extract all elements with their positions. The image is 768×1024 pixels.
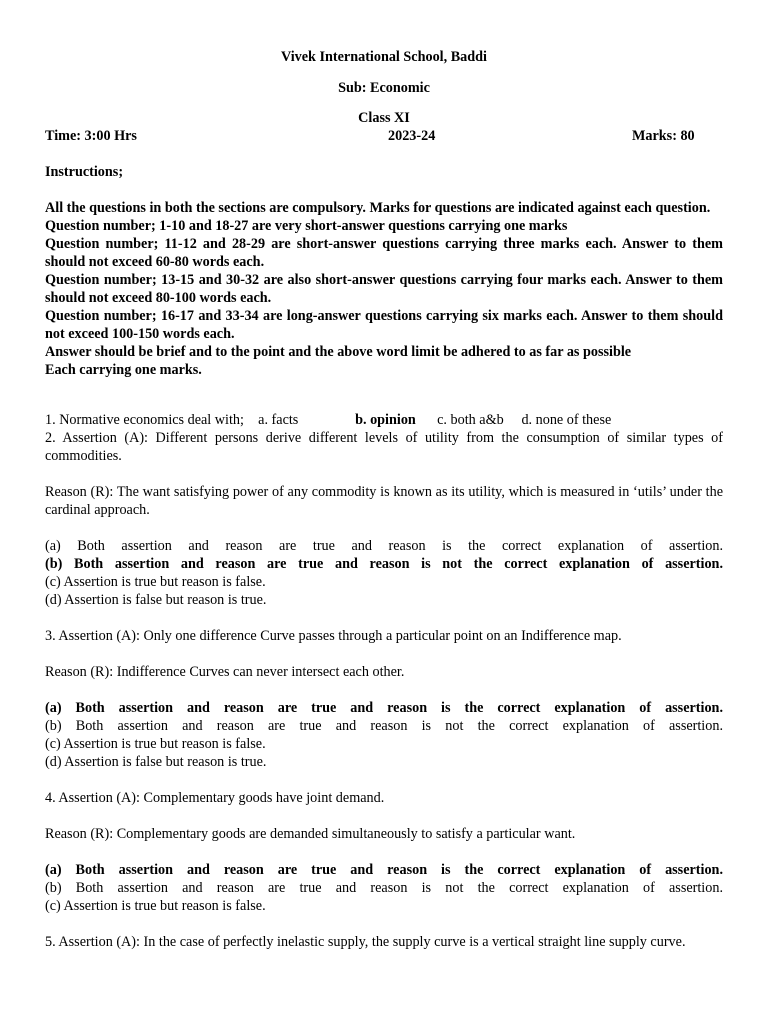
exam-paper bbox=[45, 46, 723, 951]
school-name: Vivek International School, Baddi bbox=[280, 49, 488, 65]
question-1-option-b: b. opinion bbox=[355, 412, 416, 428]
instruction-2: Question number; 1-10 and 18-27 are very short-answer questions carrying one marks bbox=[45, 218, 568, 234]
question-4-option-a: (a) Both assertion and reason are true and reason is the correct explanation of assertion. bbox=[45, 862, 723, 878]
question-4-reason: Reason (R): Complementary goods are demanded simultaneously to satisfy a particular want. bbox=[45, 826, 576, 842]
question-3-option-b: (b) Both assertion and reason are true and reason is not the correct explanation of assertion. bbox=[45, 718, 723, 734]
question-1-option-c: c. both a&b bbox=[437, 412, 504, 428]
question-4-option-c: (c) Assertion is true but reason is false. bbox=[45, 898, 266, 914]
subject: Sub: Economic bbox=[338, 80, 430, 96]
question-3-option-a: (a) Both assertion and reason are true and reason is the correct explanation of assertion. bbox=[45, 700, 723, 716]
question-3-assertion: 3. Assertion (A): Only one difference Curve passes through a particular point on an Indifference map. bbox=[45, 628, 622, 644]
question-2-option-a: (a) Both assertion and reason are true and reason is the correct explanation of assertion. bbox=[45, 538, 723, 554]
question-1-option-d: d. none of these bbox=[521, 412, 612, 428]
instruction-1: All the questions in both the sections are compulsory. Marks for questions are indicated against each question. bbox=[45, 200, 711, 216]
instructions-title: Instructions; bbox=[45, 164, 124, 180]
question-1-option-a: a. facts bbox=[258, 412, 299, 428]
question-4-assertion: 4. Assertion (A): Complementary goods have joint demand. bbox=[45, 790, 385, 806]
question-3-option-c: (c) Assertion is true but reason is false. bbox=[45, 736, 266, 752]
instruction-3: Question number; 11-12 and 28-29 are short-answer questions carrying three marks each. Answer to them should not exceed 60-80 words each. bbox=[45, 236, 723, 270]
question-2-option-b: (b) Both assertion and reason are true and reason is not the correct explanation of assertion. bbox=[45, 556, 723, 572]
year-label: 2023-24 bbox=[388, 128, 436, 144]
question-3-option-d: (d) Assertion is false but reason is true. bbox=[45, 754, 267, 770]
class-label: Class XI bbox=[358, 110, 410, 126]
instruction-5: Question number; 16-17 and 33-34 are long-answer questions carrying six marks each. Answer to them should not exceed 100-150 words each. bbox=[45, 308, 723, 342]
question-2-assertion: 2. Assertion (A): Different persons derive different levels of utility from the consumption of similar types of commodities. bbox=[45, 430, 723, 464]
instruction-4: Question number; 13-15 and 30-32 are also short-answer questions carrying four marks each. Answer to them should not exceed 80-100 words each. bbox=[45, 272, 723, 306]
question-2-option-d: (d) Assertion is false but reason is true. bbox=[45, 592, 267, 608]
marks-label: Marks: 80 bbox=[632, 128, 695, 144]
question-2-reason: Reason (R): The want satisfying power of any commodity is known as its utility, which is measured in ‘utils’ under the cardinal approach. bbox=[45, 484, 723, 518]
question-1-stem: 1. Normative economics deal with; bbox=[45, 412, 244, 428]
instruction-6: Answer should be brief and to the point and the above word limit be adhered to as far as possible bbox=[45, 344, 632, 360]
instruction-7: Each carrying one marks. bbox=[45, 362, 202, 378]
time-label: Time: 3:00 Hrs bbox=[45, 128, 137, 144]
exam-meta-row bbox=[45, 127, 723, 145]
question-3-reason: Reason (R): Indifference Curves can never intersect each other. bbox=[45, 664, 405, 680]
question-2-option-c: (c) Assertion is true but reason is false. bbox=[45, 574, 266, 590]
question-5-assertion: 5. Assertion (A): In the case of perfectly inelastic supply, the supply curve is a vertical straight line supply curve. bbox=[45, 934, 686, 950]
question-1 bbox=[45, 411, 723, 429]
question-4-option-b: (b) Both assertion and reason are true and reason is not the correct explanation of assertion. bbox=[45, 880, 723, 896]
